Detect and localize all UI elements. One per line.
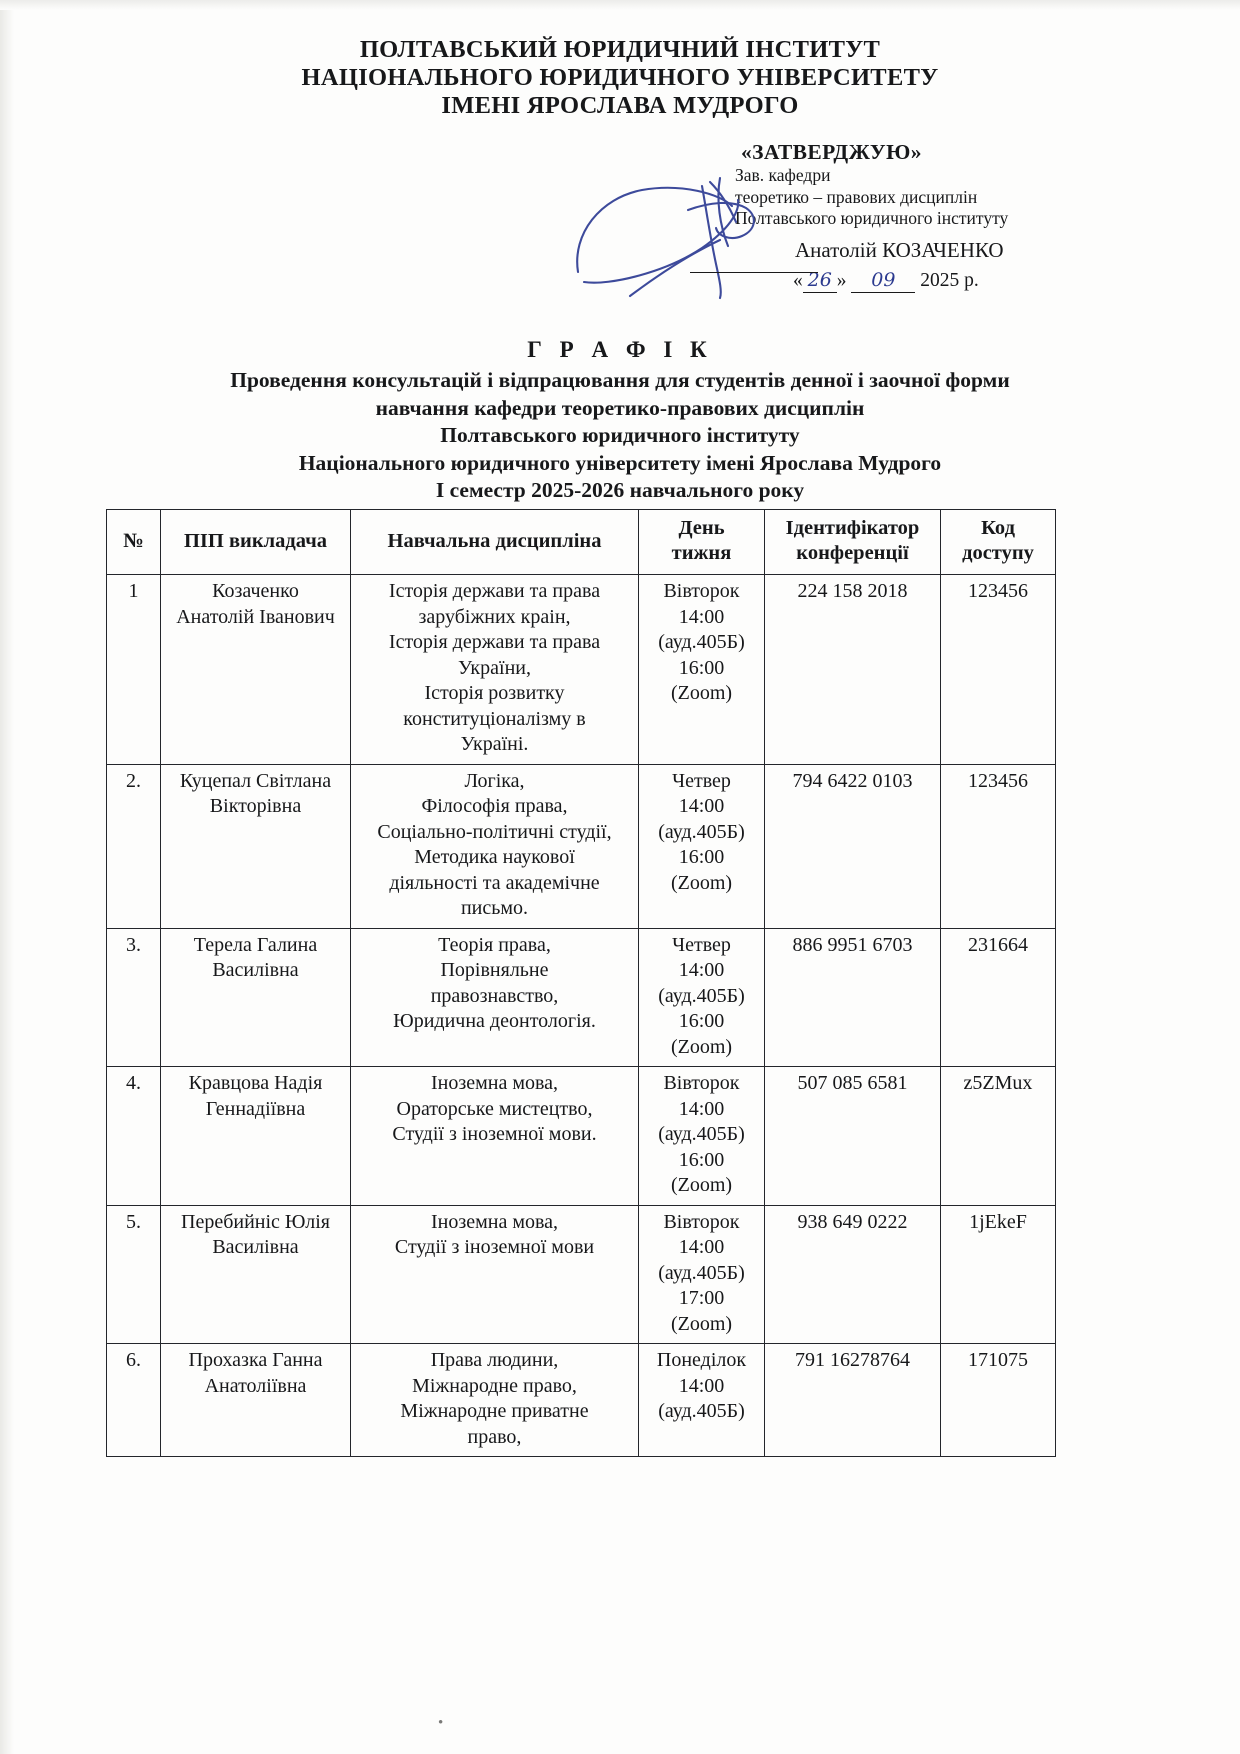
cell-conference-id: 791 16278764 bbox=[765, 1344, 941, 1457]
cell-teacher-line: Куцепал Світлана bbox=[179, 769, 332, 792]
cell-day-line: (ауд.405Б) bbox=[658, 631, 745, 653]
cell-access-code: 231664 bbox=[941, 928, 1056, 1067]
cell-day-line: Вівторок bbox=[663, 1072, 740, 1094]
document-heading: Г Р А Ф І К bbox=[527, 337, 713, 362]
cell-day-line: (ауд.405Б) bbox=[658, 1261, 745, 1284]
cell-discipline-line: правознавство, bbox=[430, 984, 559, 1007]
institute-header-line3: ІМЕНІ ЯРОСЛАВА МУДРОГО bbox=[441, 92, 799, 119]
cell-day-line: 14:00 bbox=[678, 1236, 725, 1258]
column-header-access-code bbox=[941, 510, 1056, 575]
approval-signer-name: Анатолій КОЗАЧЕНКО bbox=[795, 237, 1004, 262]
cell-discipline-line: Юридична деонтологія. bbox=[393, 1010, 596, 1032]
cell-access-code: 1jEkeF bbox=[941, 1205, 1056, 1344]
cell-conference-id: 507 085 6581 bbox=[765, 1067, 941, 1206]
cell-day-line: Вівторок bbox=[663, 1210, 740, 1233]
cell-day-line: 14:00 bbox=[678, 1374, 725, 1397]
table-row bbox=[107, 1067, 1056, 1206]
cell-teacher bbox=[161, 928, 351, 1067]
cell-teacher-line: Перебийніс Юлія bbox=[181, 1210, 330, 1233]
date-close-quote: » bbox=[836, 269, 847, 291]
document-subtitle-line1: Проведення консультацій і відпрацювання для студентів денної і заочної форми bbox=[230, 368, 1010, 392]
institute-header bbox=[0, 36, 1240, 120]
cell-day-line: (ауд.405Б) bbox=[658, 1400, 745, 1422]
cell-discipline-line: Студії з іноземної мови. bbox=[392, 1123, 597, 1145]
cell-discipline bbox=[351, 928, 639, 1067]
cell-access-code: 171075 bbox=[941, 1344, 1056, 1457]
approval-role-line3: Полтавського юридичного інституту bbox=[735, 208, 1009, 228]
cell-discipline-line: Соціально-політичні студії, bbox=[377, 820, 612, 843]
cell-day-line: 16:00 bbox=[678, 846, 725, 868]
table-row bbox=[107, 575, 1056, 765]
cell-day-line: (Zoom) bbox=[670, 1312, 733, 1335]
cell-teacher-line: Вікторівна bbox=[209, 795, 302, 817]
approval-block bbox=[735, 140, 1065, 293]
cell-day bbox=[639, 1344, 765, 1457]
column-header-discipline: Навчальна дисципліна bbox=[351, 510, 639, 575]
cell-discipline-line: Міжнародне приватне bbox=[400, 1400, 589, 1422]
cell-number: 1 bbox=[107, 575, 161, 765]
cell-discipline-line: Логіка, bbox=[464, 769, 525, 792]
document-subtitle-line2: навчання кафедри теоретико-правових дисциплін bbox=[375, 395, 865, 420]
cell-teacher bbox=[161, 575, 351, 765]
schedule-table-body bbox=[107, 575, 1056, 1457]
cell-teacher-line: Василівна bbox=[212, 1236, 299, 1258]
column-header-day-line1: День bbox=[678, 517, 725, 539]
cell-access-code: 123456 bbox=[941, 575, 1056, 765]
cell-day-line: 17:00 bbox=[678, 1287, 725, 1309]
date-month-handwritten: 09 bbox=[851, 269, 915, 293]
cell-day bbox=[639, 1067, 765, 1206]
page-bottom-mark: • bbox=[438, 1715, 444, 1731]
table-row bbox=[107, 1205, 1056, 1344]
cell-teacher-line: Кравцова Надія bbox=[188, 1072, 323, 1094]
cell-conference-id: 794 6422 0103 bbox=[765, 764, 941, 928]
cell-discipline-line: Історія розвитку bbox=[424, 682, 565, 704]
approval-role-line1: Зав. кафедри bbox=[735, 165, 831, 185]
cell-conference-id: 224 158 2018 bbox=[765, 575, 941, 765]
cell-day-line: 14:00 bbox=[678, 605, 725, 628]
cell-day-line: (ауд.405Б) bbox=[658, 1123, 745, 1145]
cell-conference-id: 886 9951 6703 bbox=[765, 928, 941, 1067]
cell-number: 5. bbox=[107, 1205, 161, 1344]
table-header-row bbox=[107, 510, 1056, 575]
column-header-day bbox=[639, 510, 765, 575]
document-subtitle-line4: Національного юридичного університету імені Ярослава Мудрого bbox=[298, 450, 942, 475]
institute-header-line1: ПОЛТАВСЬКИЙ ЮРИДИЧНИЙ ІНСТИТУТ bbox=[359, 36, 881, 63]
document-subtitle-line3: Полтавського юридичного інституту bbox=[440, 423, 800, 447]
cell-discipline-line: Міжнародне право, bbox=[412, 1374, 577, 1397]
cell-discipline-line: діяльності та академічне bbox=[389, 871, 600, 894]
date-open-quote: « bbox=[793, 269, 803, 291]
cell-day-line: (Zoom) bbox=[670, 682, 733, 704]
column-header-day-line2: тижня bbox=[671, 542, 732, 564]
cell-day-line: 16:00 bbox=[678, 656, 725, 679]
cell-discipline-line: Іноземна мова, bbox=[430, 1210, 559, 1233]
cell-discipline bbox=[351, 764, 639, 928]
cell-number: 4. bbox=[107, 1067, 161, 1206]
cell-discipline-line: України, bbox=[458, 656, 531, 679]
column-header-id-line2: конференції bbox=[796, 542, 909, 564]
cell-discipline-line: письмо. bbox=[460, 897, 529, 919]
cell-teacher-line: Терела Галина bbox=[193, 933, 318, 956]
scan-edge-top bbox=[0, 0, 1240, 10]
cell-day-line: 14:00 bbox=[678, 959, 725, 981]
cell-teacher-line: Прохазка Ганна bbox=[188, 1349, 323, 1371]
cell-teacher-line: Анатолій Іванович bbox=[176, 605, 335, 628]
cell-discipline-line: Історія держави та права bbox=[388, 631, 601, 653]
cell-day-line: 14:00 bbox=[678, 795, 725, 817]
cell-discipline-line: Ораторське мистецтво, bbox=[396, 1097, 593, 1120]
signature-rule bbox=[690, 272, 818, 273]
cell-teacher bbox=[161, 1344, 351, 1457]
cell-day-line: (ауд.405Б) bbox=[658, 820, 745, 843]
cell-discipline bbox=[351, 1067, 639, 1206]
cell-teacher-line: Козаченко bbox=[212, 580, 299, 602]
cell-day-line: (Zoom) bbox=[670, 1174, 733, 1196]
cell-day-line: Вівторок bbox=[663, 580, 740, 602]
cell-discipline-line: Студії з іноземної мови bbox=[394, 1236, 595, 1258]
document-subtitle-line5: І семестр 2025-2026 навчального року bbox=[435, 478, 805, 502]
cell-day-line: (ауд.405Б) bbox=[658, 984, 745, 1007]
cell-teacher-line: Геннадіївна bbox=[205, 1097, 306, 1120]
cell-discipline-line: Порівняльне bbox=[440, 959, 549, 981]
column-header-conference-id bbox=[765, 510, 941, 575]
cell-discipline bbox=[351, 1205, 639, 1344]
cell-day-line: 14:00 bbox=[678, 1097, 725, 1120]
cell-discipline-line: зарубіжних краін, bbox=[418, 605, 571, 628]
cell-discipline-line: Права людини, bbox=[430, 1349, 559, 1371]
cell-day bbox=[639, 928, 765, 1067]
document-title-block bbox=[0, 337, 1240, 505]
cell-conference-id: 938 649 0222 bbox=[765, 1205, 941, 1344]
cell-day-line: 16:00 bbox=[678, 1148, 725, 1171]
column-header-teacher: ПІП викладача bbox=[161, 510, 351, 575]
scan-edge-left bbox=[0, 0, 14, 1754]
institute-header-line2: НАЦІОНАЛЬНОГО ЮРИДИЧНОГО УНІВЕРСИТЕТУ bbox=[301, 64, 939, 91]
cell-number: 3. bbox=[107, 928, 161, 1067]
cell-day-line: Понеділок bbox=[656, 1349, 747, 1371]
column-header-code-line2: доступу bbox=[962, 542, 1034, 564]
cell-teacher-line: Анатоліївна bbox=[204, 1374, 307, 1397]
approval-title: «ЗАТВЕРДЖУЮ» bbox=[741, 140, 922, 164]
cell-teacher bbox=[161, 1067, 351, 1206]
cell-day-line: (Zoom) bbox=[670, 1035, 733, 1058]
cell-teacher bbox=[161, 764, 351, 928]
date-day-handwritten: 26 bbox=[803, 269, 837, 293]
cell-teacher-line: Василівна bbox=[212, 959, 299, 981]
cell-access-code: z5ZMux bbox=[941, 1067, 1056, 1206]
cell-discipline-line: Іноземна мова, bbox=[430, 1072, 559, 1094]
approval-role-line2: теоретико – правових дисциплін bbox=[735, 186, 978, 207]
cell-day-line: (Zoom) bbox=[670, 871, 733, 894]
cell-access-code: 123456 bbox=[941, 764, 1056, 928]
table-row bbox=[107, 1344, 1056, 1457]
cell-number: 6. bbox=[107, 1344, 161, 1457]
cell-day bbox=[639, 575, 765, 765]
cell-teacher bbox=[161, 1205, 351, 1344]
table-row bbox=[107, 764, 1056, 928]
cell-day-line: 16:00 bbox=[678, 1010, 725, 1032]
cell-discipline bbox=[351, 575, 639, 765]
cell-discipline-line: конституціоналізму в bbox=[403, 707, 586, 730]
column-header-id-line1: Ідентифікатор bbox=[785, 517, 920, 539]
cell-discipline-line: Теорія права, bbox=[438, 933, 551, 956]
cell-number: 2. bbox=[107, 764, 161, 928]
cell-discipline-line: Методика наукової bbox=[414, 846, 575, 868]
cell-day bbox=[639, 1205, 765, 1344]
cell-day bbox=[639, 764, 765, 928]
cell-discipline-line: Філософія права, bbox=[421, 795, 568, 817]
cell-discipline-line: право, bbox=[467, 1425, 522, 1448]
cell-day-line: Четвер bbox=[672, 769, 731, 792]
schedule-table bbox=[106, 509, 1056, 1457]
cell-discipline bbox=[351, 1344, 639, 1457]
date-year: 2025 р. bbox=[920, 269, 979, 291]
cell-discipline-line: Україні. bbox=[460, 733, 529, 755]
cell-day-line: Четвер bbox=[672, 933, 731, 956]
table-row bbox=[107, 928, 1056, 1067]
cell-discipline-line: Історія держави та права bbox=[388, 580, 601, 602]
column-header-number: № bbox=[107, 510, 161, 575]
column-header-code-line1: Код bbox=[981, 517, 1015, 539]
